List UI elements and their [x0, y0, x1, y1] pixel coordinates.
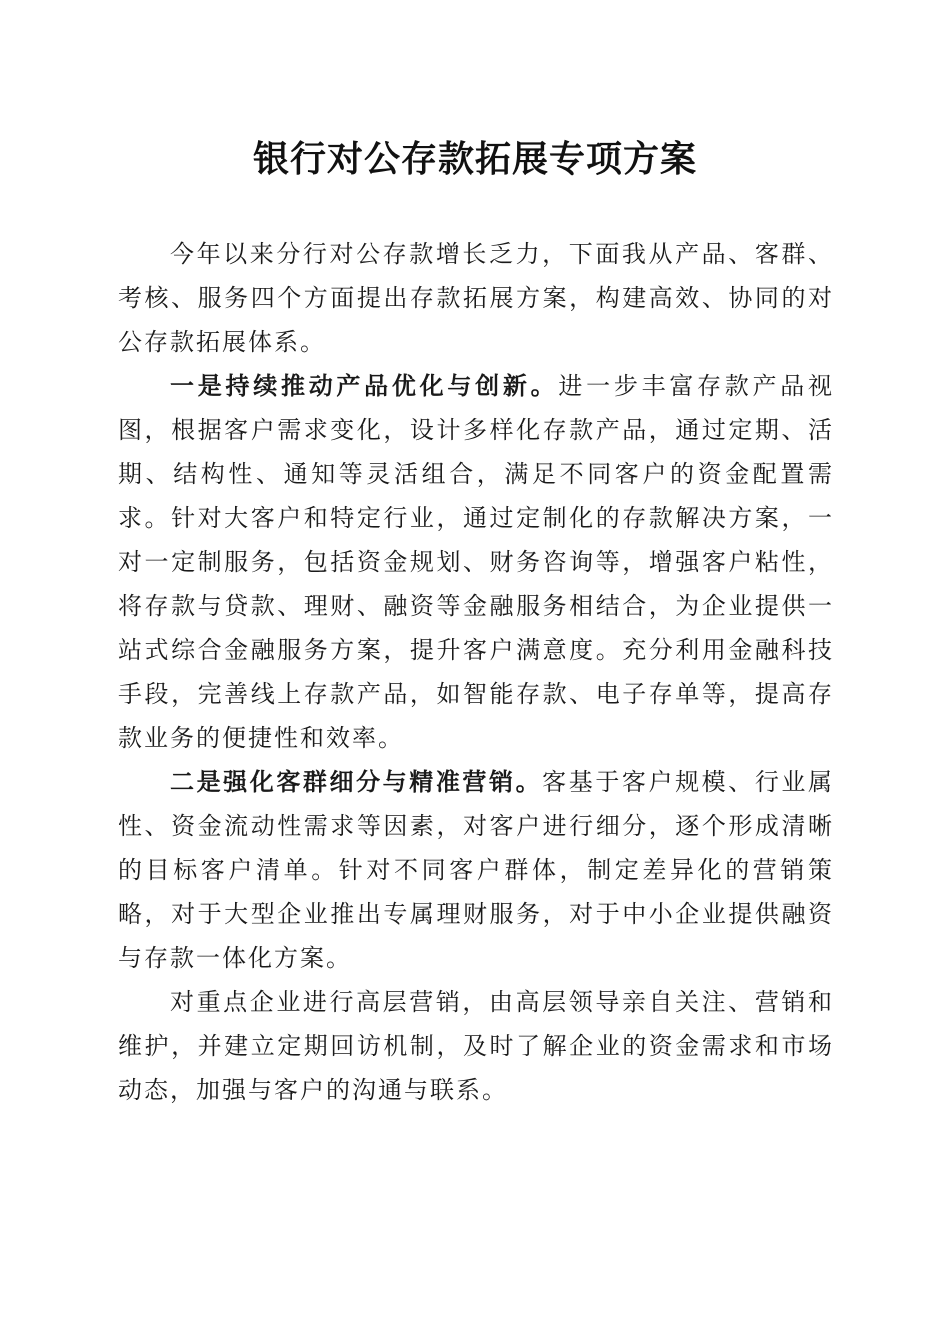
paragraph-key-enterprise [118, 980, 834, 1112]
paragraph-product-text: 进一步丰富存款产品视图，根据客户需求变化，设计多样化存款产品，通过定期、活期、结构性、通知等灵活组合，满足不同客户的资金配置需求。针对大客户和特定行业，通过定制化的存款解决方案，一对一定制服务，包括资金规划、财务咨询等，增强客户粘性，将存款与贷款、理财、融资等金融服务相结合，为企业提供一站式综合金融服务方案，提升客户满意度。充分利用金融科技手段，完善线上存款产品，如智能存款、电子存单等，提高存款业务的便捷性和效率。 [118, 372, 835, 752]
paragraph-customer [118, 760, 834, 980]
paragraph-customer-text: 客基于客户规模、行业属性、资金流动性需求等因素，对客户进行细分，逐个形成清晰的目标客户清单。针对不同客户群体，制定差异化的营销策略，对于大型企业推出专属理财服务，对于中小企业提供融资与存款一体化方案。 [118, 768, 835, 972]
paragraph-product-heading: 一是持续推动产品优化与创新。 [170, 371, 559, 400]
paragraph-key-enterprise-text: 对重点企业进行高层营销，由高层领导亲自关注、营销和维护，并建立定期回访机制，及时了解企业的资金需求和市场动态，加强与客户的沟通与联系。 [118, 988, 834, 1104]
document-title: 银行对公存款拓展专项方案 [252, 138, 697, 180]
document-body [118, 232, 834, 1112]
paragraph-customer-heading: 二是强化客群细分与精准营销。 [170, 767, 543, 796]
paragraph-intro [118, 232, 834, 364]
paragraph-intro-text: 今年以来分行对公存款增长乏力，下面我从产品、客群、考核、服务四个方面提出存款拓展方案，构建高效、协同的对公存款拓展体系。 [118, 240, 834, 356]
paragraph-product [118, 364, 834, 760]
